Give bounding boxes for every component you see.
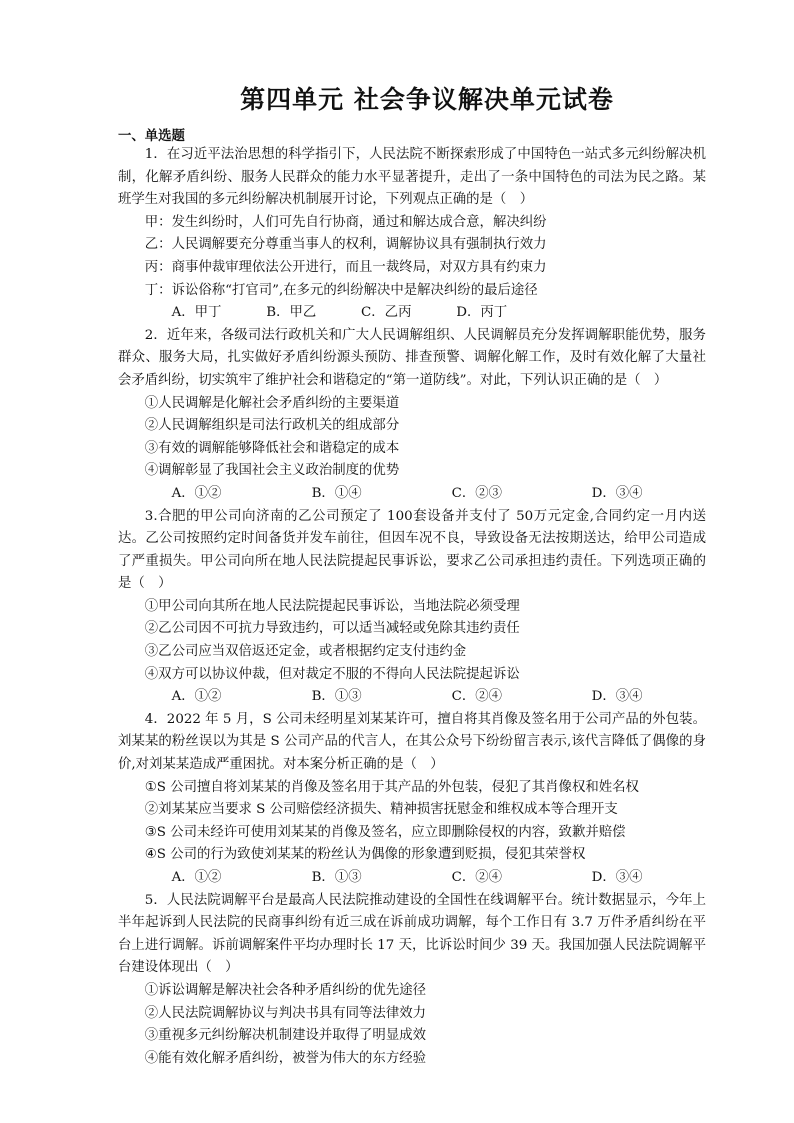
statement: ②人民法院调解协议与判决书具有同等法律效力 [144, 1005, 426, 1021]
choice-b: B．①④ [311, 485, 362, 501]
statement: ③有效的调解能够降低社会和谐稳定的成本 [144, 440, 400, 456]
page-title: 第四单元 社会争议解决单元试卷 [240, 85, 614, 114]
statement: ②刘某某应当要求 S 公司赔偿经济损失、精神损害抚慰金和维权成本等合理开支 [144, 802, 618, 818]
questions-body [118, 144, 706, 1070]
question-2 [118, 325, 706, 506]
statement: 丙：商事仲裁审理依法公开进行，而且一裁终局，对双方具有约束力 [144, 259, 547, 275]
statement: ①人民调解是化解社会矛盾纠纷的主要渠道 [144, 395, 400, 411]
statement: ②人民调解组织是司法行政机关的组成部分 [144, 418, 400, 434]
choice-b: B．①③ [311, 689, 362, 705]
statement: ④能有效化解矛盾纠纷，被誉为伟大的东方经验 [144, 1050, 426, 1066]
choice-d: D．③④ [591, 870, 643, 885]
statement: 甲：发生纠纷时，人们可先自行协商，通过和解达成合意，解决纠纷 [144, 214, 547, 230]
choice-d: D．③④ [591, 689, 643, 705]
choice-d: D．丙丁 [456, 305, 508, 321]
question-stem: 2．近年来，各级司法行政机关和广大人民调解组织、人民调解员充分发挥调解职能优势，服务群众、服务大局，扎实做好矛盾纠纷源头预防、排查预警、调解化解工作，及时有效化解了大量社会矛盾纠纷，切实筑牢了维护社会和谐稳定的“第一道防线”。对此，下列认识正确的是（ ） [118, 327, 706, 388]
answer-choices [118, 867, 706, 890]
choice-c: C．②④ [451, 689, 503, 705]
statement: 丁：诉讼俗称“打官司”,在多元的纠纷解决中是解决纠纷的最后途径 [144, 282, 538, 298]
statement: ③重视多元纠纷解决机制建设并取得了明显成效 [144, 1028, 426, 1044]
question-4 [118, 709, 706, 890]
choice-a: A．①② [171, 870, 222, 885]
statement: 乙：人民调解要充分尊重当事人的权利，调解协议具有强制执行效力 [144, 237, 547, 253]
question-stem: 4．2022 年 5 月，S 公司未经明星刘某某许可，擅自将其肖像及签名用于公司产品的外包装。刘某某的粉丝误以为其是 S 公司产品的代言人，在其公众号下纷纷留言表示,该代言降低了偶像的身价,对刘某某造成严重困扰。对本案分析正确的是（ ） [118, 711, 706, 773]
statement: ②乙公司因不可抗力导致违约，可以适当减轻或免除其违约责任 [144, 621, 520, 637]
question-stem: 5．人民法院调解平台是最高人民法院推动建设的全国性在线调解平台。统计数据显示，今年上半年起诉到人民法院的民商事纠纷有近三成在诉前成功调解，每个工作日有 3.7 万件矛盾纠纷在平台上进行调解。诉前调解案件平均办理时长 17 天，比诉讼时间少 39 天。我国加强人民法院调解平台建设体现出（ ） [118, 892, 706, 976]
choice-d: D．③④ [591, 485, 643, 501]
answer-choices [118, 686, 706, 709]
statement: ④双方可以协议仲裁，但对裁定不服的不得向人民法院提起诉讼 [144, 666, 520, 682]
choice-c: C．乙丙 [361, 305, 412, 321]
section-heading: 一、单选题 [118, 129, 185, 144]
statement: ①S 公司擅自将刘某某的肖像及签名用于其产品的外包装，侵犯了其肖像权和姓名权 [144, 779, 639, 795]
choice-b: B．①③ [311, 870, 362, 885]
answer-choices [118, 483, 706, 506]
statement: ④调解彰显了我国社会主义政治制度的优势 [144, 463, 400, 479]
answer-choices [118, 302, 706, 325]
statement: ④S 公司的行为致使刘某某的粉丝认为偶像的形象遭到贬损，侵犯其荣誉权 [144, 847, 586, 863]
choice-a: A．甲丁 [171, 305, 222, 321]
question-stem: 3.合肥的甲公司向济南的乙公司预定了 100套设备并支付了 50万元定金,合同约定一月内送达。乙公司按照约定时间备货并发车前往，但因车况不良，导致设备无法按期送达，给甲公司造成了严重损失。甲公司向所在地人民法院提起民事诉讼，要求乙公司承担违约责任。下列选项正确的是（ ） [118, 508, 706, 592]
question-3 [118, 506, 706, 709]
choice-a: A．①② [171, 485, 222, 501]
choice-b: B．甲乙 [266, 305, 317, 321]
choice-c: C．②③ [451, 485, 503, 501]
statement: ③乙公司应当双倍返还定金，或者根据约定支付违约金 [144, 644, 467, 660]
statement: ③S 公司未经许可使用刘某某的肖像及签名，应立即删除侵权的内容，致歉并赔偿 [144, 824, 626, 840]
statement: ①诉讼调解是解决社会各种矛盾纠纷的优先途径 [144, 982, 426, 998]
choice-c: C．②④ [451, 870, 503, 885]
question-stem: 1．在习近平法治思想的科学指引下，人民法院不断探索形成了中国特色一站式多元纠纷解决机制，化解矛盾纠纷、服务人民群众的能力水平显著提升，走出了一条中国特色的司法为民之路。某班学生对我国的多元纠纷解决机制展开讨论，下列观点正确的是（ ） [118, 147, 706, 208]
statement: ①甲公司向其所在地人民法院提起民事诉讼，当地法院必须受理 [144, 598, 520, 614]
question-1 [118, 144, 706, 325]
choice-a: A．①② [171, 689, 222, 705]
question-5 [118, 890, 706, 1071]
